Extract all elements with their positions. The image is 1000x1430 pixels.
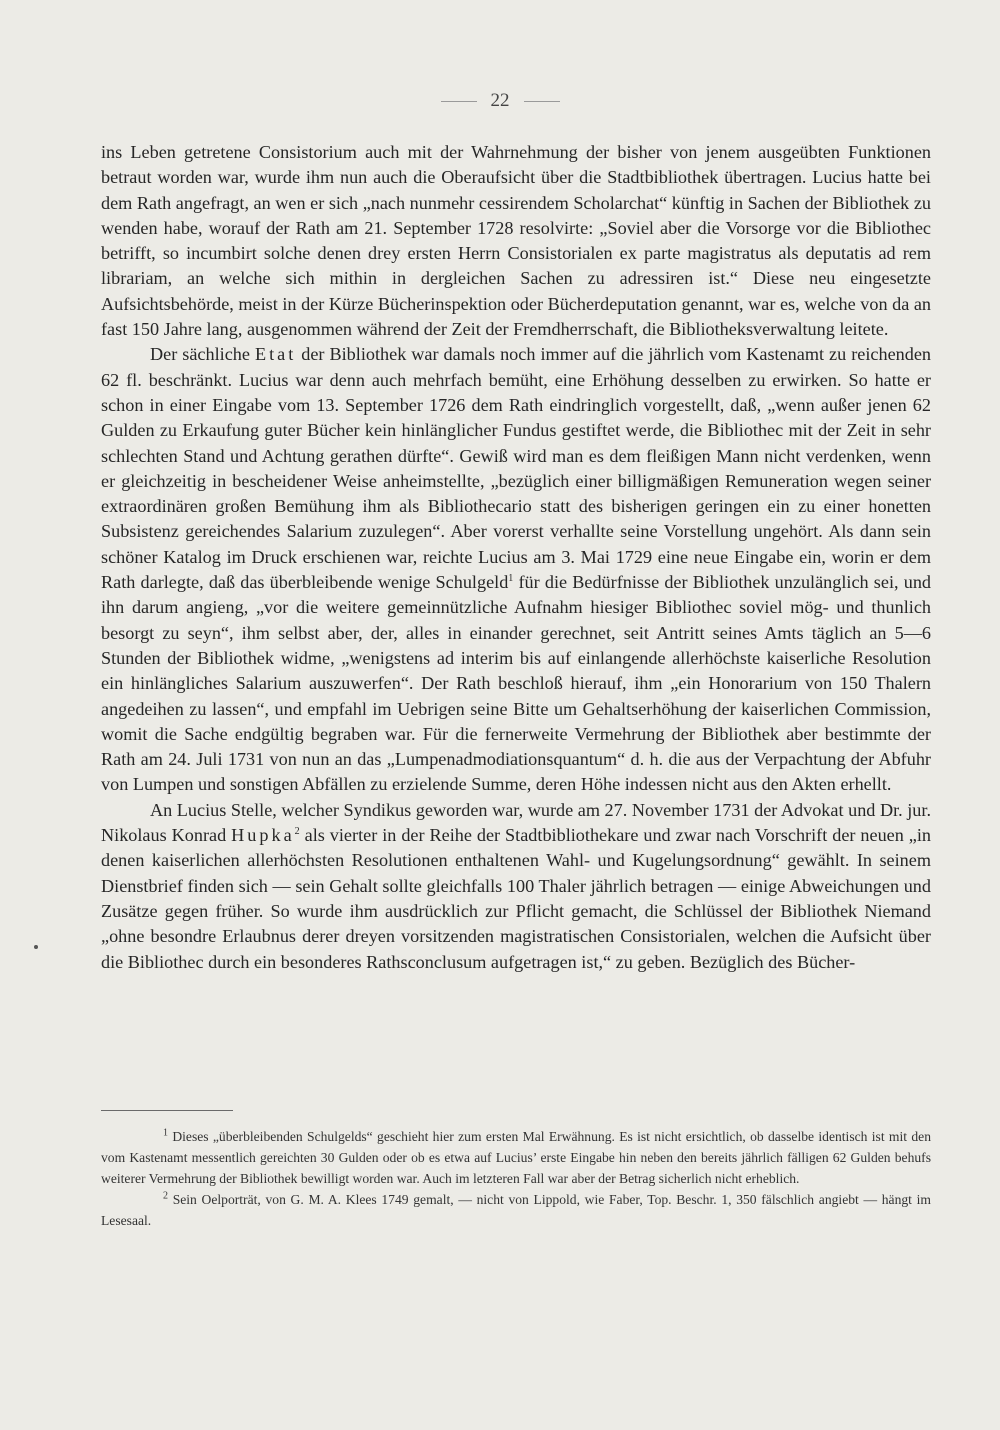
page-number [0,90,1000,112]
footnote-1-mark: 1 [163,1127,168,1139]
hupka-emphasis: Hupka [231,825,295,846]
body-text [101,140,931,975]
paragraph-3-text-b: als vierter in der Reihe der Stadtbibliothekare und zwar nach Vorschrift der neuen „in denen kaiserlichen allerhöchsten Resolutionen enthaltenen Wahl- und Kugelungsordnung“ gewählt. In seinem Dienstbrief finden sich — sein Gehalt sollte gleichfalls 100 Thaler jährlich betragen — einige Abweichungen und Zusätze gegen früher. So wurde ihm ausdrücklich zur Pflicht gemacht, die Schlüssel der Bibliothek Niemand „ohne besondre Erlaubnus derer dreyen vorsitzenden magistratischen Consistorialen, welchen die Aufsicht über die Bibliothec durch ein besonderes Rathsconclusum aufgetragen ist,“ zu geben. Bezüglich des Bücher- [101,825,932,972]
footnote-1 [101,1126,931,1189]
footnote-rule [101,1110,233,1111]
paragraph-3 [101,798,931,975]
footnote-ref-1: 1 [508,572,514,584]
paragraph-2 [101,342,931,797]
footnote-2 [101,1189,931,1231]
paragraph-2-text-c: für die Bedürfnisse der Bibliothek unzulänglich sei, und ihn darum angieng, „vor die weitere gemeinnützliche Aufnahm hiesiger Bibliothec soviel mög- und thunlich besorgt zu seyn“, ihm selbst aber, der, alles in einander gerechnet, seit Antritt seines Amts täglich an 5—6 Stunden der Bibliothek widme, „wenigstens ad interim bis auf einlangende allerhöchste kaiserliche Resolution ein hinlängliches Salarium auszuwerfen“. Der Rath beschloß hierauf, ihm „ein Honorarium von 150 Thalern angedeihen zu lassen“, und empfahl im Uebrigen seine Bitte um Gehaltserhöhung der kaiserlichen Commission, womit die Sache endgültig begraben war. Für die fernerweite Vermehrung der Bibliothek aber bestimmte der Rath am 24. Juli 1731 von nun an das „Lumpenadmodiationsquantum“ d. h. die aus der Verpachtung der Abfuhr von Lumpen und sonstigen Abfällen zu erzielende Summe, deren Höhe indessen nicht aus den Akten erhellt. [101,572,932,795]
etat-emphasis: Etat [254,344,297,365]
footnotes [101,1126,931,1231]
paragraph-1-text: ins Leben getretene Consistorium auch mit der Wahrnehmung der bisher von jenem ausgeübten Funktionen betraut worden war, wurde ihm nun auch die Oberaufsicht über die Stadtbibliothek übertragen. Lucius hatte bei dem Rath angefragt, an wen er sich „nach nunmehr cessirendem Scholarchat“ künftig in Sachen der Bibliothek zu wenden habe, worauf der Rath am 21. September 1728 resolvirte: „Soviel aber die Vorsorge vor die Bibliothec betrifft, so incumbirt solche denen drey ersten Herrn Consistorialen ex parte magistratus als deputatis ad rem librariam, an welche sich mithin in dergleichen Sachen zu adressiren ist.“ Diese neu eingesetzte Aufsichtsbehörde, meist in der Kürze Bücherinspektion oder Bücherdeputation genannt, war es, welche von da an fast 150 Jahre lang, ausgenommen während der Zeit der Fremdherrschaft, die Bibliotheksverwaltung leitete. [101,142,931,340]
paragraph-2-text-a: Der sächliche [150,344,250,365]
page-number-text: 22 [490,90,510,111]
paragraph-1 [101,140,931,342]
footnote-2-mark: 2 [163,1190,168,1202]
footnote-ref-2: 2 [294,825,300,837]
footnote-1-text: Dieses „überbleibenden Schulgelds“ geschieht hier zum ersten Mal Erwähnung. Es ist nicht ersichtlich, ob dasselbe identisch ist mit den vom Kastenamt messentlich gereichten 30 Gulden oder ob es etwa auf Lucius’ erste Eingabe hin neben den bereits jährlich fälligen 62 Gulden behufs weiterer Vermehrung der Bibliothek bewilligt worden war. Auch im letzteren Fall war aber der Betrag sicherlich nicht erheblich. [101,1129,931,1186]
margin-speck [34,945,38,949]
paragraph-2-text-b: der Bibliothek war damals noch immer auf die jährlich vom Kastenamt zu reichenden 62 fl. beschränkt. Lucius war denn auch mehrfach bemüht, eine Erhöhung desselben zu erwirken. So hatte er schon in einer Eingabe vom 13. September 1726 dem Rath eindringlich vorgestellt, daß, „wenn außer jenen 62 Gulden zu Erkaufung guter Bücher kein hinlänglicher Fundus gestiftet werde, die Bibliothec mit der Zeit in sehr schlechten Stand und Achtung gerathen dürfte“. Gewiß wird man es dem fleißigen Mann nicht verdenken, wenn er gleichzeitig in bescheidener Weise anheimstellte, „bezüglich einer billigmäßigen Remuneration wegen seiner extraordinären großen Bemühung ihm als Bibliothecario statt des bisherigen geringen ein zu einer honetten Subsistenz gereichendes Salarium zuzulegen“. Aber vorerst verhallte seine Vorstellung ungehört. Als dann sein schöner Katalog im Druck erschienen war, reichte Lucius am 3. Mai 1729 eine neue Eingabe ein, worin er dem Rath darlegte, daß das überbleibende wenige Schulgeld [101,344,932,593]
paragraph-3-text-a: An Lucius Stelle, welcher Syndikus geworden war, wurde am 27. November 1731 der Advokat und Dr. jur. Nikolaus Konrad [101,799,931,846]
footnote-2-text: Sein Oelporträt, von G. M. A. Klees 1749 gemalt, — nicht von Lippold, wie Faber, Top. Beschr. 1, 350 fälschlich angiebt — hängt im Lesesaal. [101,1192,931,1228]
